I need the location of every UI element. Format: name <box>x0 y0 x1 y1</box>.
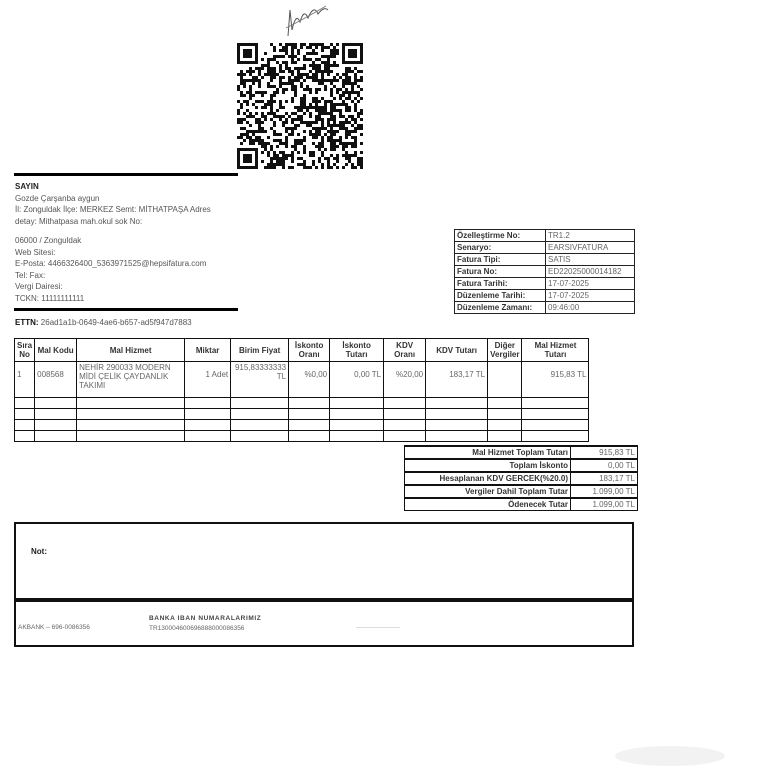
invoice-info-table <box>454 229 635 314</box>
note-box <box>14 522 634 600</box>
total-row <box>405 472 638 485</box>
ettn-value: 26ad1a1b-0649-4ae6-b657-ad5f947d7883 <box>40 318 192 327</box>
bank-account: AKBANK – 696-0086356 <box>18 624 90 631</box>
column-header: KDV Oranı <box>384 339 426 362</box>
cell-other-taxes <box>488 362 522 398</box>
info-value: ED22025000014182 <box>546 266 635 278</box>
bank-iban: TR130004600696888000086356 <box>149 625 245 632</box>
total-value: 1.099,00 TL <box>571 498 638 511</box>
qr-code <box>237 43 363 169</box>
info-row <box>455 254 635 266</box>
recipient-block <box>15 181 245 304</box>
total-label: Hesaplanan KDV GERCEK(%20.0) <box>405 472 571 485</box>
total-label: Toplam İskonto <box>405 459 571 472</box>
empty-row <box>15 398 589 409</box>
info-label: Fatura Tipi: <box>455 254 546 266</box>
total-label: Mal Hizmet Toplam Tutarı <box>405 446 571 459</box>
column-header: Sıra No <box>15 339 35 362</box>
scan-smudge <box>615 746 725 766</box>
column-header: İskonto Tutarı <box>330 339 384 362</box>
cell-code: 008568 <box>35 362 77 398</box>
recipient-postal: 06000 / Zonguldak <box>15 236 82 245</box>
recipient-address: İl: Zonguldak İlçe: MERKEZ Semt: MİTHATPAŞA Adres <box>15 205 211 214</box>
empty-row <box>15 409 589 420</box>
info-value: 09:46:00 <box>546 302 635 314</box>
divider <box>14 308 238 311</box>
column-header: Mal Hizmet <box>77 339 185 362</box>
column-header: Diğer Vergiler <box>488 339 522 362</box>
total-row <box>405 498 638 511</box>
totals-table <box>404 445 638 511</box>
info-value: 17-07-2025 <box>546 278 635 290</box>
total-row <box>405 459 638 472</box>
column-header: Birim Fiyat <box>231 339 289 362</box>
recipient-tax-office: Vergi Dairesi: <box>15 282 63 291</box>
info-label: Düzenleme Zamanı: <box>455 302 546 314</box>
cell-qty: 1 Adet <box>185 362 231 398</box>
info-value: EARSIVFATURA <box>546 242 635 254</box>
bank-box <box>14 600 634 647</box>
total-value: 915,83 TL <box>571 446 638 459</box>
column-header: Miktar <box>185 339 231 362</box>
empty-row <box>15 420 589 431</box>
column-header: Mal Hizmet Tutarı <box>522 339 589 362</box>
recipient-email: E-Posta: 4466326400_5363971525@hepsifatura.com <box>15 259 207 268</box>
recipient-title: SAYIN <box>15 182 39 191</box>
faint-mark <box>356 627 400 628</box>
total-label: Ödenecek Tutar <box>405 498 571 511</box>
info-value: 17-07-2025 <box>546 290 635 302</box>
column-header: KDV Tutarı <box>426 339 488 362</box>
cell-vat-amount: 183,17 TL <box>426 362 488 398</box>
info-row <box>455 242 635 254</box>
cell-vat-rate: %20,00 <box>384 362 426 398</box>
empty-row <box>15 431 589 442</box>
recipient-address-detail: detay: Mithatpasa mah.okul sok No: <box>15 216 143 226</box>
total-label: Vergiler Dahil Toplam Tutar <box>405 485 571 498</box>
cell-price: 915,83333333 TL <box>231 362 289 398</box>
info-row <box>455 278 635 290</box>
recipient-phone: Tel: Fax: <box>15 270 46 280</box>
total-value: 0,00 TL <box>571 459 638 472</box>
info-label: Özelleştirme No: <box>455 230 546 242</box>
total-value: 183,17 TL <box>571 472 638 485</box>
info-value: SATIS <box>546 254 635 266</box>
cell-total: 915,83 TL <box>522 362 589 398</box>
cell-discount-amount: 0,00 TL <box>330 362 384 398</box>
items-header-row <box>15 339 589 362</box>
divider <box>14 173 238 176</box>
total-row <box>405 485 638 498</box>
total-value: 1.099,00 TL <box>571 485 638 498</box>
table-row <box>15 362 589 398</box>
info-label: Fatura No: <box>455 266 546 278</box>
ettn <box>15 318 192 327</box>
items-table <box>14 338 589 442</box>
recipient-web: Web Sitesi: <box>15 247 56 257</box>
cell-discount-rate: %0,00 <box>289 362 330 398</box>
note-label: Not: <box>31 547 47 556</box>
total-row <box>405 446 638 459</box>
info-label: Fatura Tarihi: <box>455 278 546 290</box>
info-value: TR1.2 <box>546 230 635 242</box>
recipient-name: Gozde Çarşanba aygun <box>15 193 100 203</box>
info-row <box>455 290 635 302</box>
cell-no: 1 <box>15 362 35 398</box>
info-row <box>455 230 635 242</box>
cell-name: NEHİR 290033 MODERN MİDİ ÇELİK ÇAYDANLIK TAKIMI <box>77 362 185 398</box>
info-row <box>455 266 635 278</box>
bank-title: BANKA IBAN NUMARALARIMIZ <box>149 615 262 622</box>
column-header: İskonto Oranı <box>289 339 330 362</box>
info-row <box>455 302 635 314</box>
info-label: Düzenleme Tarihi: <box>455 290 546 302</box>
signature-image <box>280 0 335 40</box>
ettn-label: ETTN: <box>15 318 39 327</box>
recipient-tckn: TCKN: 11111111111 <box>15 293 85 303</box>
column-header: Mal Kodu <box>35 339 77 362</box>
info-label: Senaryo: <box>455 242 546 254</box>
